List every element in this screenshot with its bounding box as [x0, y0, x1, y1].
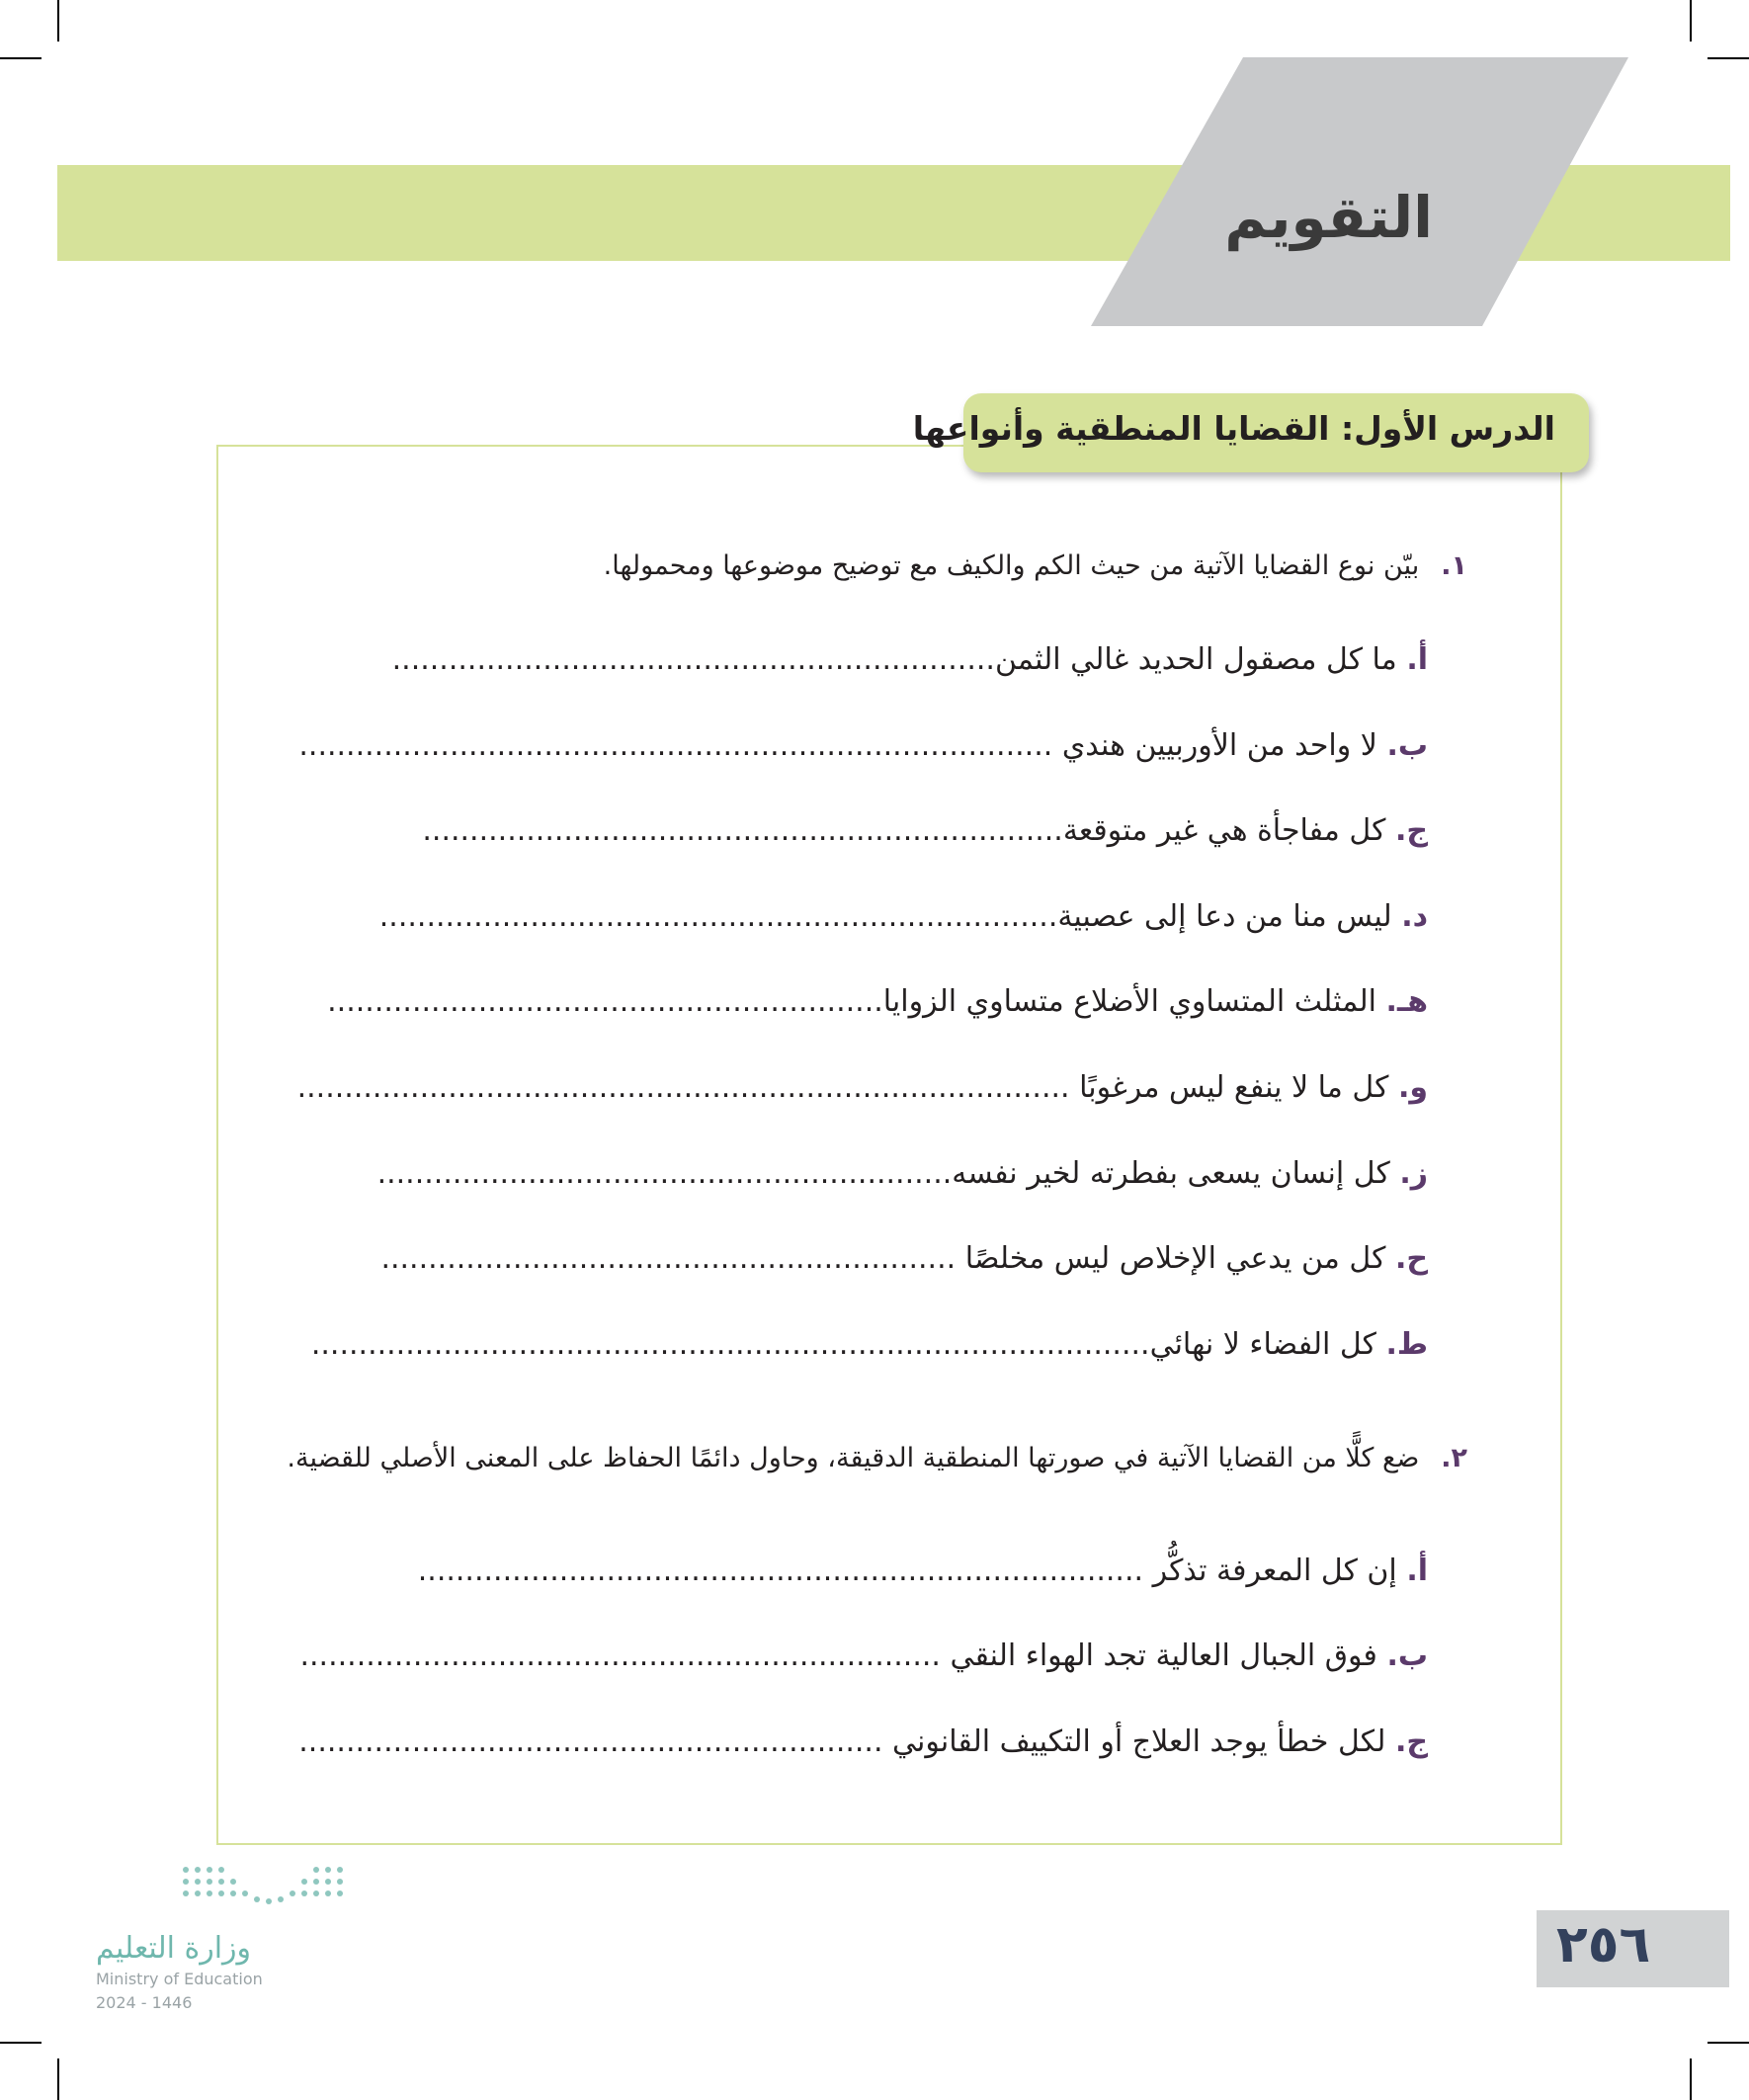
- answer-dots: ....................................................................: [422, 813, 1063, 848]
- answer-dots: ..................................................................................: [296, 1070, 1080, 1105]
- item-text: كل من يدعي الإخلاص ليس مخلصًا: [964, 1241, 1386, 1276]
- item-letter: و.: [1397, 1070, 1428, 1105]
- answer-dots: ................................................................: [391, 642, 995, 677]
- answer-dots: .........................................................................................: [310, 1327, 1150, 1362]
- item-letter: ج.: [1394, 1724, 1428, 1759]
- page-title: التقويم: [1224, 184, 1433, 251]
- list-item: [379, 899, 1428, 934]
- list-item: [298, 728, 1428, 763]
- question-1: [604, 550, 1467, 581]
- question-number: ٢.: [1441, 1443, 1467, 1473]
- ministry-logo-icon: [178, 1862, 356, 1911]
- answer-dots: ....................................................................: [299, 1638, 951, 1673]
- question-text: ضع كلًّا من القضايا الآتية في صورتها المنطقية الدقيقة، وحاول دائمًا الحفاظ على المعنى الأصلي للقضية.: [287, 1443, 1420, 1473]
- item-letter: هـ.: [1385, 984, 1428, 1019]
- list-item: [311, 1327, 1428, 1362]
- ministry-name-ar: وزارة التعليم: [96, 1931, 252, 1966]
- item-text: لا واحد من الأوربيين هندي: [1061, 728, 1377, 763]
- item-letter: د.: [1401, 899, 1428, 934]
- list-item: [298, 1724, 1428, 1759]
- answer-dots: .............................................................................: [417, 1554, 1153, 1588]
- page-number: ٢٥٦: [1556, 1915, 1651, 1974]
- item-text: لكل خطأ يوجد العلاج أو التكييف القانوني: [892, 1724, 1386, 1759]
- crop-mark: [1707, 2042, 1749, 2044]
- lesson-title: الدرس الأول: القضايا المنطقية وأنواعها: [912, 409, 1555, 448]
- list-item: [327, 984, 1428, 1019]
- list-item: [297, 1070, 1428, 1105]
- answer-dots: ................................................................................: [298, 728, 1062, 763]
- item-letter: ط.: [1385, 1327, 1428, 1362]
- list-item: [380, 1241, 1428, 1276]
- answer-dots: .............................................................: [380, 1241, 965, 1276]
- answer-dots: ..............................................................: [298, 1724, 893, 1759]
- item-letter: أ.: [1406, 1554, 1428, 1588]
- item-text: كل مفاجأة هي غير متوقعة: [1062, 813, 1386, 848]
- header-parallelogram: [0, 0, 1749, 336]
- answer-dots: .............................................................: [376, 1156, 953, 1191]
- question-2: [287, 1443, 1467, 1473]
- list-item: [299, 1638, 1428, 1673]
- item-text: كل إنسان يسعى بفطرته لخير نفسه: [952, 1156, 1390, 1191]
- answer-dots: ...........................................................: [327, 984, 883, 1019]
- item-letter: ب.: [1386, 728, 1428, 763]
- item-text: إن كل المعرفة تذكُّر: [1152, 1554, 1397, 1588]
- item-letter: ح.: [1394, 1241, 1428, 1276]
- item-letter: ج.: [1394, 813, 1428, 848]
- item-text: كل ما لا ينفع ليس مرغوبًا: [1079, 1070, 1389, 1105]
- list-item: [377, 1156, 1428, 1191]
- item-text: ما كل مصقول الحديد غالي الثمن: [994, 642, 1397, 677]
- item-letter: ب.: [1386, 1638, 1428, 1673]
- item-text: كل الفضاء لا نهائي: [1149, 1327, 1376, 1362]
- list-item: [418, 1554, 1428, 1588]
- list-item: [422, 813, 1428, 848]
- item-letter: أ.: [1406, 642, 1428, 677]
- item-letter: ز.: [1399, 1156, 1428, 1191]
- ministry-name-en: Ministry of Education: [96, 1970, 263, 1988]
- crop-mark: [1690, 2058, 1692, 2100]
- answer-dots: ........................................................................: [378, 899, 1058, 934]
- ministry-year: 2024 - 1446: [96, 1993, 193, 2012]
- lesson-tab: [912, 393, 1589, 472]
- item-text: ليس منا من دعا إلى عصبية: [1057, 899, 1392, 934]
- question-number: ١.: [1441, 550, 1467, 581]
- item-text: المثلث المتساوي الأضلاع متساوي الزوايا: [882, 984, 1376, 1019]
- question-text: بيّن نوع القضايا الآتية من حيث الكم والكيف مع توضيح موضوعها ومحمولها.: [603, 550, 1420, 581]
- crop-mark: [0, 2042, 42, 2044]
- list-item: [392, 642, 1428, 677]
- item-text: فوق الجبال العالية تجد الهواء النقي: [950, 1638, 1377, 1673]
- crop-mark: [57, 2058, 59, 2100]
